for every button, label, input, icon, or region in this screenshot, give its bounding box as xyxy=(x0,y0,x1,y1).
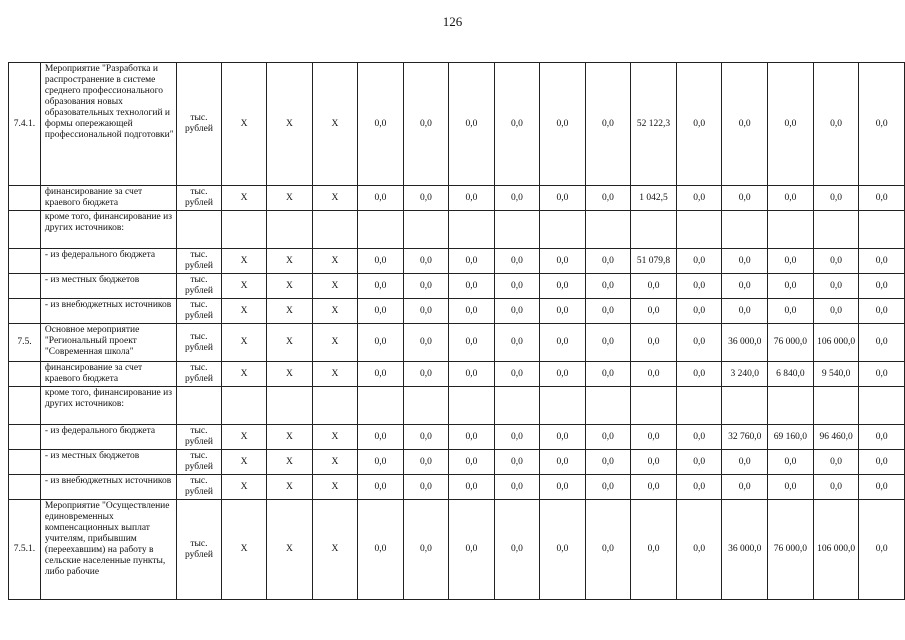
row-unit: тыс. рублей xyxy=(177,475,222,500)
value-cell: 0,0 xyxy=(676,324,722,362)
value-cell: 0,0 xyxy=(631,362,677,387)
value-cell: 0,0 xyxy=(403,63,449,186)
value-cell: 0,0 xyxy=(722,450,768,475)
value-cell: 0,0 xyxy=(403,299,449,324)
value-cell: 0,0 xyxy=(813,450,859,475)
value-cell: X xyxy=(267,450,312,475)
value-cell: 76 000,0 xyxy=(768,324,814,362)
value-cell: 0,0 xyxy=(449,500,495,600)
budget-table xyxy=(8,62,905,600)
row-number: 7.5. xyxy=(9,324,41,362)
row-name: финансирование за счет краевого бюджета xyxy=(40,362,176,387)
value-cell: X xyxy=(221,249,266,274)
value-cell: 0,0 xyxy=(449,299,495,324)
row-name: - из внебюджетных источников xyxy=(40,475,176,500)
value-cell: 0,0 xyxy=(676,425,722,450)
value-cell xyxy=(768,211,814,249)
value-cell: 0,0 xyxy=(540,425,586,450)
table-row xyxy=(9,274,905,299)
value-cell: X xyxy=(312,186,357,211)
row-name: кроме того, финансирование из других источников: xyxy=(40,211,176,249)
value-cell: 0,0 xyxy=(449,249,495,274)
value-cell xyxy=(494,211,540,249)
value-cell xyxy=(859,211,905,249)
value-cell: 0,0 xyxy=(676,475,722,500)
value-cell: 0,0 xyxy=(859,274,905,299)
row-number xyxy=(9,425,41,450)
row-unit: тыс. рублей xyxy=(177,324,222,362)
table-row xyxy=(9,63,905,186)
value-cell xyxy=(859,387,905,425)
value-cell: 0,0 xyxy=(768,475,814,500)
value-cell: 0,0 xyxy=(768,450,814,475)
row-unit: тыс. рублей xyxy=(177,249,222,274)
value-cell: 0,0 xyxy=(631,475,677,500)
row-name: финансирование за счет краевого бюджета xyxy=(40,186,176,211)
value-cell: 0,0 xyxy=(358,63,404,186)
value-cell: X xyxy=(312,324,357,362)
table-row xyxy=(9,299,905,324)
value-cell: 0,0 xyxy=(403,425,449,450)
value-cell: 0,0 xyxy=(449,274,495,299)
value-cell: 0,0 xyxy=(676,500,722,600)
row-number xyxy=(9,186,41,211)
value-cell: 0,0 xyxy=(449,475,495,500)
value-cell: X xyxy=(267,274,312,299)
value-cell: X xyxy=(312,299,357,324)
value-cell: 0,0 xyxy=(859,425,905,450)
row-number xyxy=(9,274,41,299)
value-cell xyxy=(358,387,404,425)
row-number xyxy=(9,450,41,475)
value-cell: 0,0 xyxy=(494,475,540,500)
value-cell: X xyxy=(221,186,266,211)
value-cell xyxy=(403,387,449,425)
value-cell xyxy=(221,387,266,425)
value-cell: X xyxy=(221,475,266,500)
row-unit xyxy=(177,211,222,249)
value-cell xyxy=(768,387,814,425)
value-cell: 0,0 xyxy=(813,299,859,324)
value-cell: 0,0 xyxy=(631,425,677,450)
value-cell: 0,0 xyxy=(768,63,814,186)
row-number xyxy=(9,475,41,500)
value-cell: 0,0 xyxy=(768,299,814,324)
value-cell: 0,0 xyxy=(494,186,540,211)
value-cell: 0,0 xyxy=(358,500,404,600)
value-cell: X xyxy=(312,425,357,450)
value-cell: 36 000,0 xyxy=(722,324,768,362)
value-cell: 6 840,0 xyxy=(768,362,814,387)
row-number: 7.4.1. xyxy=(9,63,41,186)
value-cell: 0,0 xyxy=(403,249,449,274)
value-cell: 96 460,0 xyxy=(813,425,859,450)
value-cell: 3 240,0 xyxy=(722,362,768,387)
page-number: 126 xyxy=(442,14,463,29)
value-cell: 0,0 xyxy=(449,324,495,362)
value-cell xyxy=(494,387,540,425)
row-name: кроме того, финансирование из других источников: xyxy=(40,387,176,425)
value-cell: 32 760,0 xyxy=(722,425,768,450)
value-cell: 9 540,0 xyxy=(813,362,859,387)
value-cell: 0,0 xyxy=(859,249,905,274)
row-unit: тыс. рублей xyxy=(177,450,222,475)
table-row xyxy=(9,362,905,387)
value-cell: 0,0 xyxy=(494,500,540,600)
row-name: - из местных бюджетов xyxy=(40,274,176,299)
value-cell: 0,0 xyxy=(540,475,586,500)
value-cell: 0,0 xyxy=(859,475,905,500)
value-cell: 0,0 xyxy=(585,475,631,500)
value-cell: 0,0 xyxy=(358,274,404,299)
value-cell: 0,0 xyxy=(403,450,449,475)
value-cell: 0,0 xyxy=(722,274,768,299)
value-cell: 0,0 xyxy=(676,362,722,387)
value-cell xyxy=(585,387,631,425)
value-cell xyxy=(631,211,677,249)
table-row xyxy=(9,425,905,450)
value-cell: 0,0 xyxy=(494,63,540,186)
value-cell: 0,0 xyxy=(813,274,859,299)
value-cell xyxy=(813,211,859,249)
table-row xyxy=(9,500,905,600)
value-cell: X xyxy=(312,274,357,299)
value-cell: 76 000,0 xyxy=(768,500,814,600)
value-cell xyxy=(221,211,266,249)
value-cell: 0,0 xyxy=(585,500,631,600)
value-cell: 0,0 xyxy=(403,362,449,387)
value-cell: 0,0 xyxy=(859,324,905,362)
value-cell: X xyxy=(267,475,312,500)
value-cell: X xyxy=(221,274,266,299)
value-cell xyxy=(540,387,586,425)
value-cell: X xyxy=(267,362,312,387)
value-cell xyxy=(540,211,586,249)
value-cell: 0,0 xyxy=(540,186,586,211)
value-cell: 0,0 xyxy=(631,299,677,324)
value-cell: X xyxy=(221,500,266,600)
value-cell: X xyxy=(312,249,357,274)
value-cell: 0,0 xyxy=(403,500,449,600)
value-cell: X xyxy=(221,299,266,324)
value-cell: 0,0 xyxy=(631,274,677,299)
value-cell: 0,0 xyxy=(722,299,768,324)
value-cell: 0,0 xyxy=(358,475,404,500)
value-cell xyxy=(449,387,495,425)
value-cell: 0,0 xyxy=(768,274,814,299)
table-row xyxy=(9,387,905,425)
value-cell: 1 042,5 xyxy=(631,186,677,211)
value-cell: 0,0 xyxy=(540,450,586,475)
value-cell xyxy=(403,211,449,249)
row-name: - из внебюджетных источников xyxy=(40,299,176,324)
value-cell: 0,0 xyxy=(813,63,859,186)
value-cell: X xyxy=(312,63,357,186)
value-cell: 0,0 xyxy=(676,299,722,324)
value-cell: X xyxy=(267,324,312,362)
value-cell: 0,0 xyxy=(859,362,905,387)
value-cell: 0,0 xyxy=(585,324,631,362)
row-unit: тыс. рублей xyxy=(177,186,222,211)
value-cell: X xyxy=(267,63,312,186)
value-cell: 0,0 xyxy=(676,186,722,211)
table-row xyxy=(9,450,905,475)
value-cell: 0,0 xyxy=(449,63,495,186)
value-cell: 0,0 xyxy=(358,186,404,211)
row-number xyxy=(9,249,41,274)
row-name: - из местных бюджетов xyxy=(40,450,176,475)
value-cell: 36 000,0 xyxy=(722,500,768,600)
row-unit xyxy=(177,387,222,425)
value-cell: 0,0 xyxy=(540,299,586,324)
value-cell: 0,0 xyxy=(585,249,631,274)
value-cell: 106 000,0 xyxy=(813,324,859,362)
value-cell: X xyxy=(312,362,357,387)
row-number xyxy=(9,299,41,324)
value-cell: 0,0 xyxy=(358,324,404,362)
value-cell: 69 160,0 xyxy=(768,425,814,450)
row-number xyxy=(9,362,41,387)
value-cell: 0,0 xyxy=(358,249,404,274)
value-cell: 0,0 xyxy=(403,274,449,299)
value-cell: X xyxy=(221,450,266,475)
value-cell xyxy=(676,211,722,249)
row-name: Основное мероприятие "Региональный проект "Современная школа" xyxy=(40,324,176,362)
value-cell: 0,0 xyxy=(768,186,814,211)
value-cell xyxy=(312,387,357,425)
value-cell: 0,0 xyxy=(449,425,495,450)
value-cell: 0,0 xyxy=(494,450,540,475)
value-cell: X xyxy=(267,186,312,211)
value-cell: 0,0 xyxy=(722,186,768,211)
value-cell: 0,0 xyxy=(494,274,540,299)
value-cell: 0,0 xyxy=(859,500,905,600)
value-cell: 0,0 xyxy=(722,63,768,186)
value-cell: 0,0 xyxy=(494,249,540,274)
value-cell: 0,0 xyxy=(540,274,586,299)
row-number: 7.5.1. xyxy=(9,500,41,600)
value-cell: 0,0 xyxy=(859,450,905,475)
row-unit: тыс. рублей xyxy=(177,63,222,186)
value-cell: 0,0 xyxy=(631,450,677,475)
row-name: Мероприятие "Разработка и распространение в системе среднего профессионального образования новых образовательных технологий и формы опережающей профессиональной подготовки" xyxy=(40,63,176,186)
value-cell: 0,0 xyxy=(585,450,631,475)
value-cell: 0,0 xyxy=(358,362,404,387)
value-cell: X xyxy=(312,500,357,600)
value-cell: 0,0 xyxy=(540,324,586,362)
value-cell: 0,0 xyxy=(859,186,905,211)
value-cell: 0,0 xyxy=(676,63,722,186)
row-unit: тыс. рублей xyxy=(177,425,222,450)
value-cell: 0,0 xyxy=(449,362,495,387)
value-cell xyxy=(813,387,859,425)
value-cell: 0,0 xyxy=(859,63,905,186)
value-cell: 0,0 xyxy=(449,450,495,475)
value-cell xyxy=(585,211,631,249)
value-cell: X xyxy=(221,63,266,186)
row-unit: тыс. рублей xyxy=(177,362,222,387)
value-cell xyxy=(722,387,768,425)
row-number xyxy=(9,211,41,249)
table-row xyxy=(9,475,905,500)
value-cell: X xyxy=(312,450,357,475)
value-cell: 0,0 xyxy=(813,249,859,274)
value-cell: 0,0 xyxy=(494,362,540,387)
value-cell: 0,0 xyxy=(768,249,814,274)
value-cell: 0,0 xyxy=(358,299,404,324)
row-unit: тыс. рублей xyxy=(177,299,222,324)
value-cell: X xyxy=(267,500,312,600)
value-cell: 0,0 xyxy=(403,324,449,362)
value-cell: 0,0 xyxy=(403,186,449,211)
value-cell xyxy=(358,211,404,249)
table-row xyxy=(9,324,905,362)
value-cell: X xyxy=(221,425,266,450)
value-cell xyxy=(631,387,677,425)
value-cell: 0,0 xyxy=(859,299,905,324)
value-cell: 0,0 xyxy=(676,249,722,274)
value-cell: 0,0 xyxy=(494,299,540,324)
value-cell: 0,0 xyxy=(722,475,768,500)
table-row xyxy=(9,249,905,274)
value-cell: 0,0 xyxy=(813,475,859,500)
value-cell: 0,0 xyxy=(358,425,404,450)
row-number xyxy=(9,387,41,425)
value-cell: X xyxy=(267,249,312,274)
value-cell: X xyxy=(312,475,357,500)
value-cell: 0,0 xyxy=(540,362,586,387)
value-cell: X xyxy=(267,299,312,324)
value-cell: 0,0 xyxy=(540,249,586,274)
value-cell: 0,0 xyxy=(676,274,722,299)
value-cell xyxy=(449,211,495,249)
value-cell: 0,0 xyxy=(494,324,540,362)
value-cell: 0,0 xyxy=(631,500,677,600)
row-name: - из федерального бюджета xyxy=(40,425,176,450)
table-row xyxy=(9,186,905,211)
value-cell: 0,0 xyxy=(585,63,631,186)
row-name: - из федерального бюджета xyxy=(40,249,176,274)
value-cell: 0,0 xyxy=(585,362,631,387)
value-cell xyxy=(312,211,357,249)
row-unit: тыс. рублей xyxy=(177,274,222,299)
value-cell: 0,0 xyxy=(585,299,631,324)
value-cell xyxy=(267,211,312,249)
value-cell xyxy=(676,387,722,425)
value-cell: 0,0 xyxy=(722,249,768,274)
value-cell: 0,0 xyxy=(403,475,449,500)
value-cell: 0,0 xyxy=(631,324,677,362)
value-cell xyxy=(722,211,768,249)
row-unit: тыс. рублей xyxy=(177,500,222,600)
value-cell: 0,0 xyxy=(494,425,540,450)
value-cell: 0,0 xyxy=(540,500,586,600)
value-cell: 0,0 xyxy=(585,274,631,299)
value-cell xyxy=(267,387,312,425)
value-cell: 0,0 xyxy=(676,450,722,475)
value-cell: 51 079,8 xyxy=(631,249,677,274)
value-cell: 0,0 xyxy=(585,425,631,450)
value-cell: 0,0 xyxy=(813,186,859,211)
value-cell: X xyxy=(221,324,266,362)
value-cell: 52 122,3 xyxy=(631,63,677,186)
value-cell: 0,0 xyxy=(358,450,404,475)
value-cell: 0,0 xyxy=(585,186,631,211)
value-cell: X xyxy=(267,425,312,450)
value-cell: 106 000,0 xyxy=(813,500,859,600)
table-row xyxy=(9,211,905,249)
value-cell: 0,0 xyxy=(449,186,495,211)
value-cell: X xyxy=(221,362,266,387)
value-cell: 0,0 xyxy=(540,63,586,186)
row-name: Мероприятие "Осуществление единовременных компенсационных выплат учителям, прибывшим (переехавшим) на работу в сельские населенные пункты, либо рабочие xyxy=(40,500,176,600)
